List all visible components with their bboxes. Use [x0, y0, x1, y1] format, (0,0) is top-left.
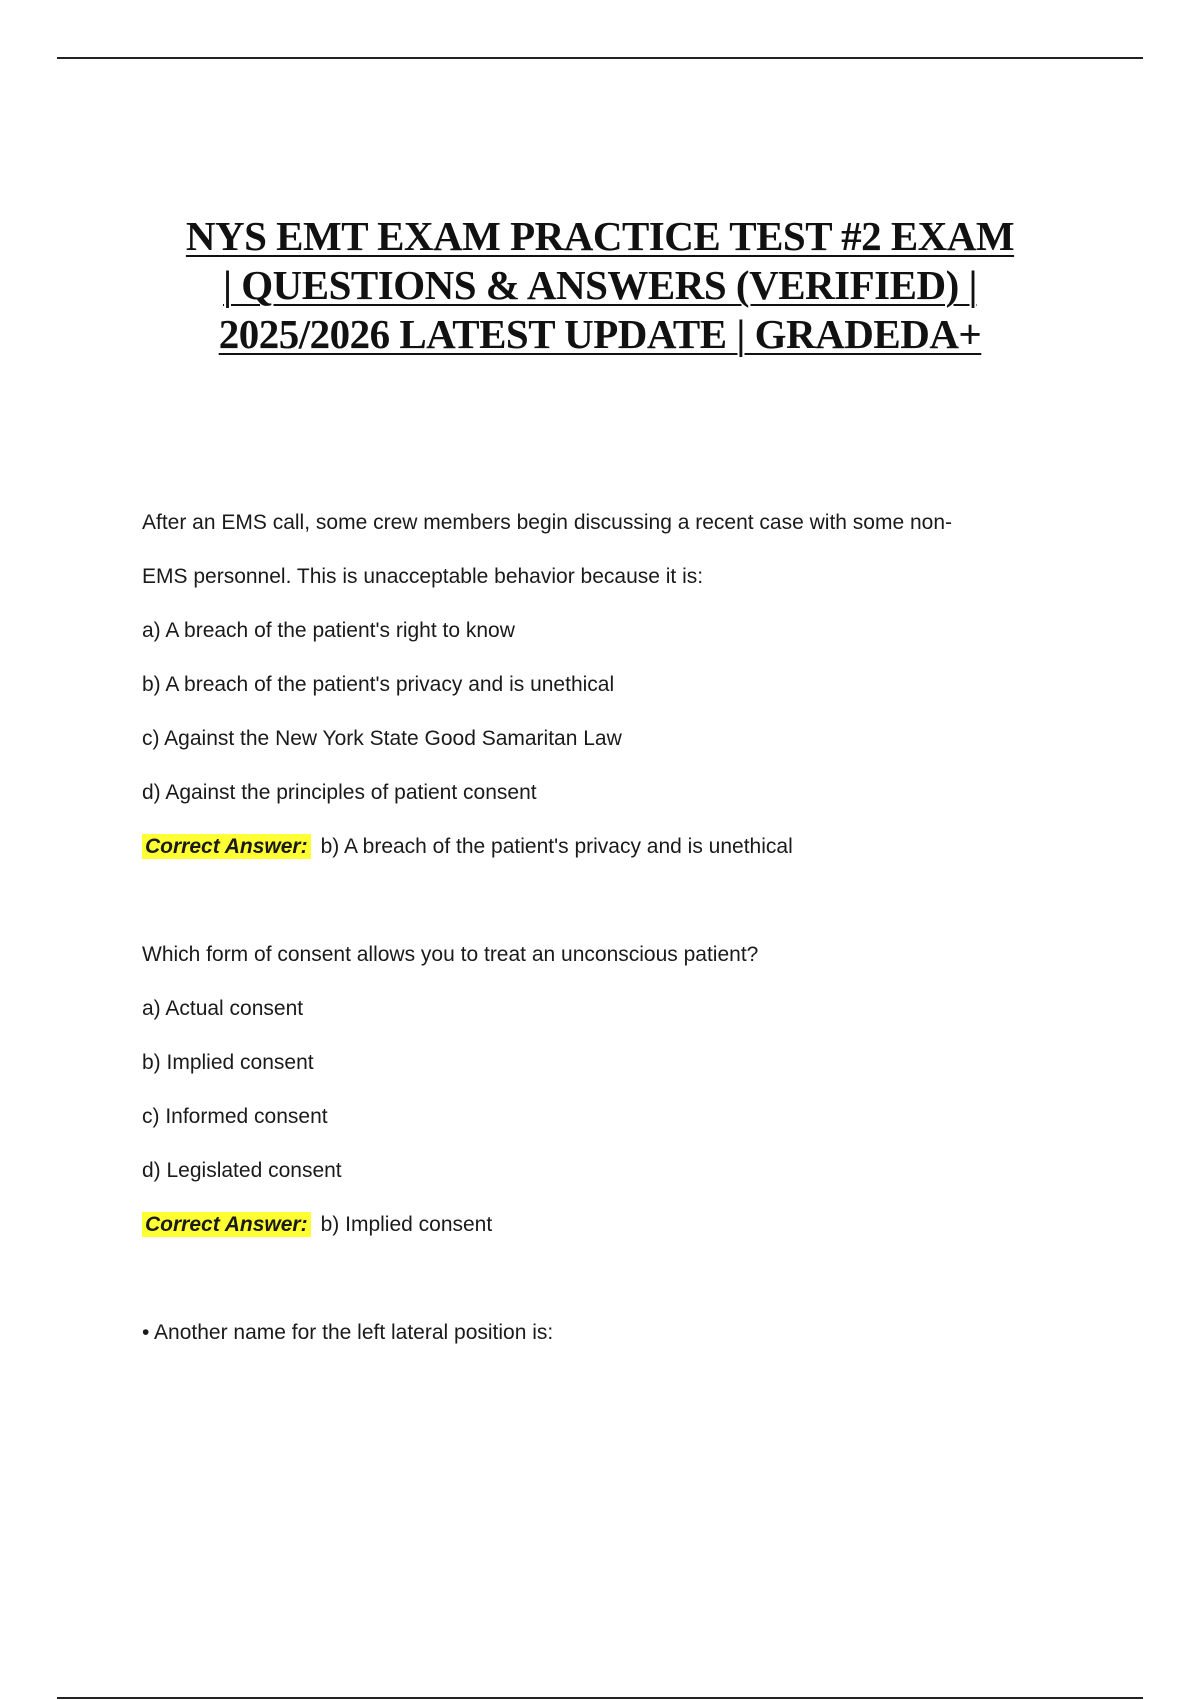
question-block-1 [142, 496, 1072, 874]
question-stem: • Another name for the left lateral position is: [142, 1321, 554, 1344]
question-stem: EMS personnel. This is unacceptable behavior because it is: [142, 565, 704, 588]
document-title [100, 212, 1100, 359]
answer-option: a) Actual consent [142, 997, 304, 1020]
title-line: NYS EMT EXAM PRACTICE TEST #2 EXAM [185, 213, 1015, 259]
answer-option: b) Implied consent [142, 1051, 314, 1074]
answer-option: d) Legislated consent [142, 1159, 342, 1182]
answer-option: c) Informed consent [142, 1105, 328, 1128]
spacer [142, 1252, 1072, 1306]
correct-answer-text: b) Implied consent [320, 1213, 493, 1236]
question-block-3 [142, 1306, 1072, 1360]
top-rule [57, 57, 1143, 59]
answer-option: b) A breach of the patient's privacy and is unethical [142, 673, 615, 696]
questions-body [142, 496, 1072, 1360]
correct-answer-label: Correct Answer: [142, 1212, 311, 1237]
correct-answer-row [142, 820, 1072, 874]
answer-option: d) Against the principles of patient consent [142, 781, 537, 804]
answer-option: c) Against the New York State Good Samaritan Law [142, 727, 622, 750]
spacer [142, 874, 1072, 928]
correct-answer-row [142, 1198, 1072, 1252]
title-line: | QUESTIONS & ANSWERS (VERIFIED) | [222, 262, 977, 308]
question-stem: Which form of consent allows you to treat an unconscious patient? [142, 943, 759, 966]
answer-option: a) A breach of the patient's right to know [142, 619, 515, 642]
question-block-2 [142, 928, 1072, 1252]
bottom-rule [57, 1697, 1143, 1699]
correct-answer-text: b) A breach of the patient's privacy and is unethical [320, 835, 793, 858]
question-stem: After an EMS call, some crew members begin discussing a recent case with some non- [142, 511, 953, 534]
title-line: 2025/2026 LATEST UPDATE | GRADEDA+ [218, 311, 982, 357]
correct-answer-label: Correct Answer: [142, 834, 311, 859]
